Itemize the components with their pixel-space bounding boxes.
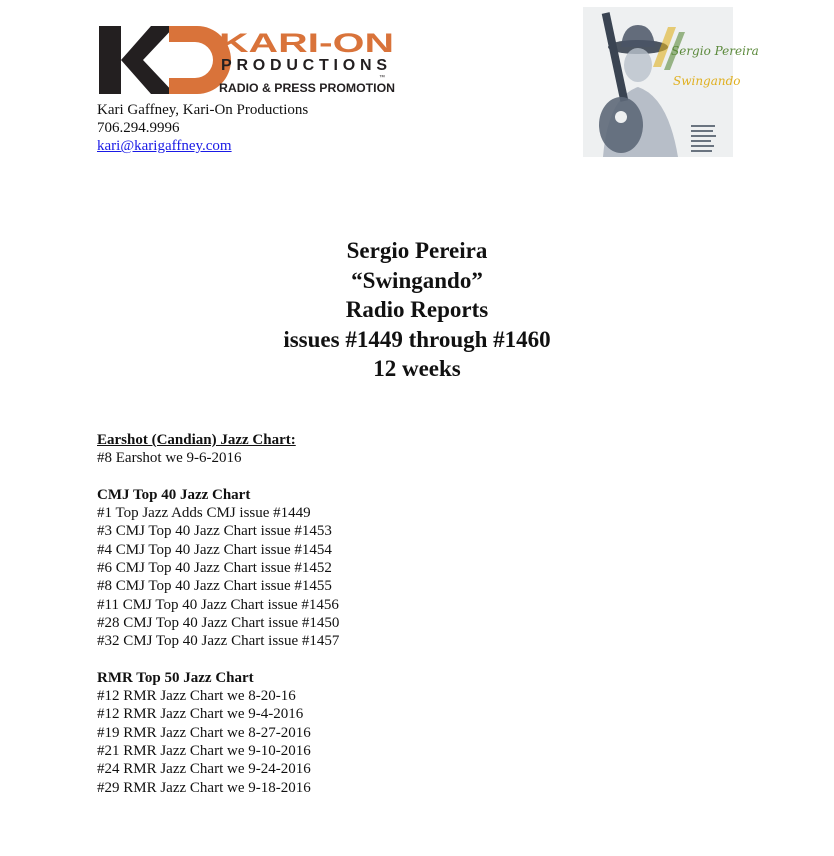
chart-entry: #24 RMR Jazz Chart we 9-24-2016: [97, 761, 311, 778]
contact-name: Kari Gaffney, Kari-On Productions: [97, 102, 309, 118]
album-title: Swingando: [673, 74, 741, 88]
kari-on-logo: [99, 24, 399, 98]
chart-entry: #1 Top Jazz Adds CMJ issue #1449: [97, 505, 311, 522]
chart-sections: [97, 431, 339, 815]
album-cover: [583, 7, 759, 157]
chart-entry: #21 RMR Jazz Chart we 9-10-2016: [97, 743, 311, 760]
logo-tm: ™: [379, 75, 385, 81]
week-count: 12 weeks: [373, 356, 461, 381]
logo-k-arms: [121, 26, 175, 94]
chart-entry: #12 RMR Jazz Chart we 8-20-16: [97, 688, 296, 705]
album-name: “Swingando”: [351, 267, 483, 293]
chart-entry: #4 CMJ Top 40 Jazz Chart issue #1454: [97, 541, 332, 558]
section-heading: CMJ Top 40 Jazz Chart: [97, 486, 251, 503]
logo-name: KARI-ON: [219, 28, 394, 58]
chart-entry: #11 CMJ Top 40 Jazz Chart issue #1456: [97, 596, 339, 613]
section-heading: RMR Top 50 Jazz Chart: [97, 669, 254, 686]
chart-entry: #28 CMJ Top 40 Jazz Chart issue #1450: [97, 614, 340, 631]
report-type: Radio Reports: [345, 297, 489, 322]
logo-k-stem: [99, 26, 121, 94]
chart-entry: #6 CMJ Top 40 Jazz Chart issue #1452: [97, 560, 332, 577]
chart-entry: #19 RMR Jazz Chart we 8-27-2016: [97, 724, 311, 741]
chart-section: [97, 431, 339, 468]
chart-entry: #3 CMJ Top 40 Jazz Chart issue #1453: [97, 523, 332, 540]
chart-entry: #29 RMR Jazz Chart we 9-18-2016: [97, 779, 311, 796]
guitar-player-illustration-icon: [583, 7, 759, 157]
chart-section: [97, 486, 339, 651]
logo-productions: PRODUCTIONS: [221, 57, 387, 74]
contact-block: [97, 101, 308, 155]
chart-entry: #12 RMR Jazz Chart we 9-4-2016: [97, 706, 304, 723]
issue-range: issues #1449 through #1460: [283, 326, 551, 352]
chart-entry: #32 CMJ Top 40 Jazz Chart issue #1457: [97, 633, 340, 650]
logo-tagline: RADIO & PRESS PROMOTION: [219, 81, 395, 95]
chart-entry: #8 CMJ Top 40 Jazz Chart issue #1455: [97, 578, 332, 595]
contact-phone: 706.294.9996: [97, 120, 180, 136]
report-title-block: [0, 236, 834, 384]
chart-entry: #8 Earshot we 9-6-2016: [97, 450, 242, 467]
chart-section: [97, 669, 339, 797]
album-artist-name: Sergio Pereira: [671, 44, 759, 58]
contact-email-link[interactable]: kari@karigaffney.com: [97, 138, 232, 154]
section-heading: Earshot (Candian) Jazz Chart:: [97, 432, 296, 448]
artist-name: Sergio Pereira: [346, 238, 488, 263]
kari-on-logo-graphic: [99, 24, 399, 98]
